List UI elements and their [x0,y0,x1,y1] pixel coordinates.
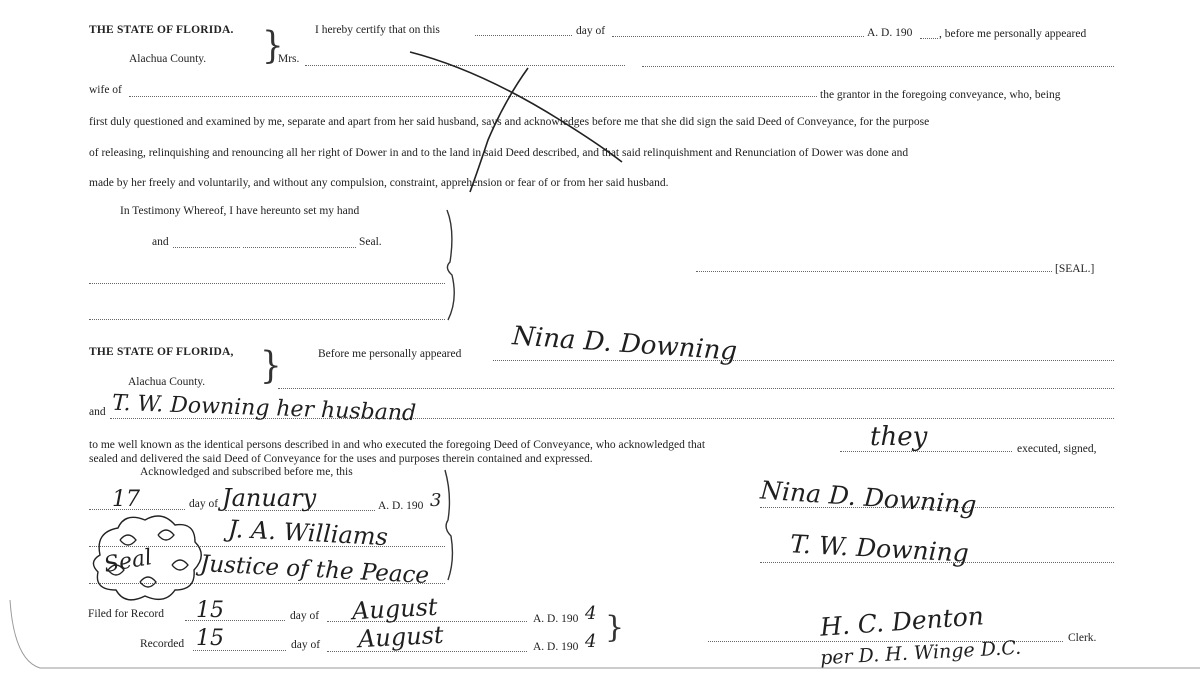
hw-they: they [870,422,928,452]
sealed-line: sealed and delivered the said Deed of Conveyance for the uses and purposes therein contained and expressed. [89,453,593,465]
grantor-text: the grantor in the foregoing conveyance, who, being [820,89,1061,101]
hw-grantor-sig-1: Nina D. Downing [759,475,978,520]
hw-rec-day: 15 [196,626,224,651]
certify-appeared: , before me personally appeared [939,28,1087,40]
ack-brace: } [260,344,282,388]
ack-and: and [89,406,106,418]
certify-text: I hereby certify that on this [315,24,440,36]
seal-loop-2 [158,530,174,540]
rec-day-of: day of [291,639,321,651]
notary-seal [93,516,201,600]
hw-rec-month: August [357,620,445,654]
before-me-text: Before me personally appeared [318,348,462,360]
wife-of-label: wife of [89,84,122,96]
rec-ad: A. D. 190 [533,641,579,653]
dower-state-heading: THE STATE OF FLORIDA. [89,24,234,36]
ack-ad: A. D. 190 [378,500,424,512]
seal-loop-4 [140,577,156,587]
ack-bracket [445,470,452,580]
hw-clerk-name: H. C. Denton [819,601,985,642]
hw-ack-day: 17 [112,487,140,512]
filed-label: Filed for Record [88,608,165,620]
testimony-seal-word: Seal. [359,236,382,248]
dower-line-3: first duly questioned and examined by me, separate and apart from her said husband, says and acknowledges before me that she did sign the said Deed of Conveyance, for the purpose [89,116,930,128]
ack-state-heading: THE STATE OF FLORIDA, [89,346,234,358]
hw-ack-month: January [222,484,317,512]
executed-text: executed, signed, [1017,443,1097,455]
filed-day-of: day of [290,610,320,622]
hw-filed-year: 4 [585,603,597,624]
testimony-text: In Testimony Whereof, I have hereunto set my hand [120,205,360,217]
seal-loop-3 [172,560,188,570]
dower-county: Alachua County. [129,53,207,65]
ack-county: Alachua County. [128,376,206,388]
hw-jp-title: Justice of the Peace [199,551,430,589]
dower-line-5: made by her freely and voluntarily, and without any compulsion, constraint, apprehension or fear of or from her said husband. [89,177,669,189]
dower-brace: } [262,24,284,68]
hw-ack-year: 3 [430,490,442,511]
seal-bracket-label: [SEAL.] [1055,263,1095,275]
dower-line-4: of releasing, relinquishing and renouncing all her right of Dower in and to the land in said Deed described, and that said relinquishment and Renunciation of Dower was done and [89,147,909,159]
hw-filed-day: 15 [196,598,224,623]
hw-grantor-sig-2: T. W. Downing [789,529,970,568]
certify-day-of: day of [576,25,606,37]
seal-loop-5 [108,565,124,575]
mrs-label: Mrs. [278,53,300,65]
hw-deputy: per D. H. Winge D.C. [819,636,1022,670]
testimony-and: and [152,236,169,248]
strike-through-line-1 [410,52,622,162]
acknowledged-text: Acknowledged and subscribed before me, this [140,466,353,478]
testimony-bracket [447,210,454,320]
record-brace: } [605,610,625,645]
clerk-label: Clerk. [1068,632,1097,644]
recorded-label: Recorded [140,638,185,650]
certify-ad: A. D. 190 [867,27,913,39]
known-line: to me well known as the identical persons described in and who executed the foregoing Deed of Conveyance, who acknowledged that [89,439,706,451]
page-edge [10,600,1200,668]
hw-appeared-name: Nina D. Downing [511,321,739,367]
hw-filed-month: August [351,592,439,626]
hw-jp-name: J. A. Williams [227,514,389,552]
ack-day-of: day of [189,498,219,510]
seal-loop-1 [120,535,136,545]
filed-ad: A. D. 190 [533,613,579,625]
hw-rec-year: 4 [585,631,597,652]
seal-stamp-label: Seal [102,545,154,579]
hw-husband-name: T. W. Downing her husband [111,390,417,427]
